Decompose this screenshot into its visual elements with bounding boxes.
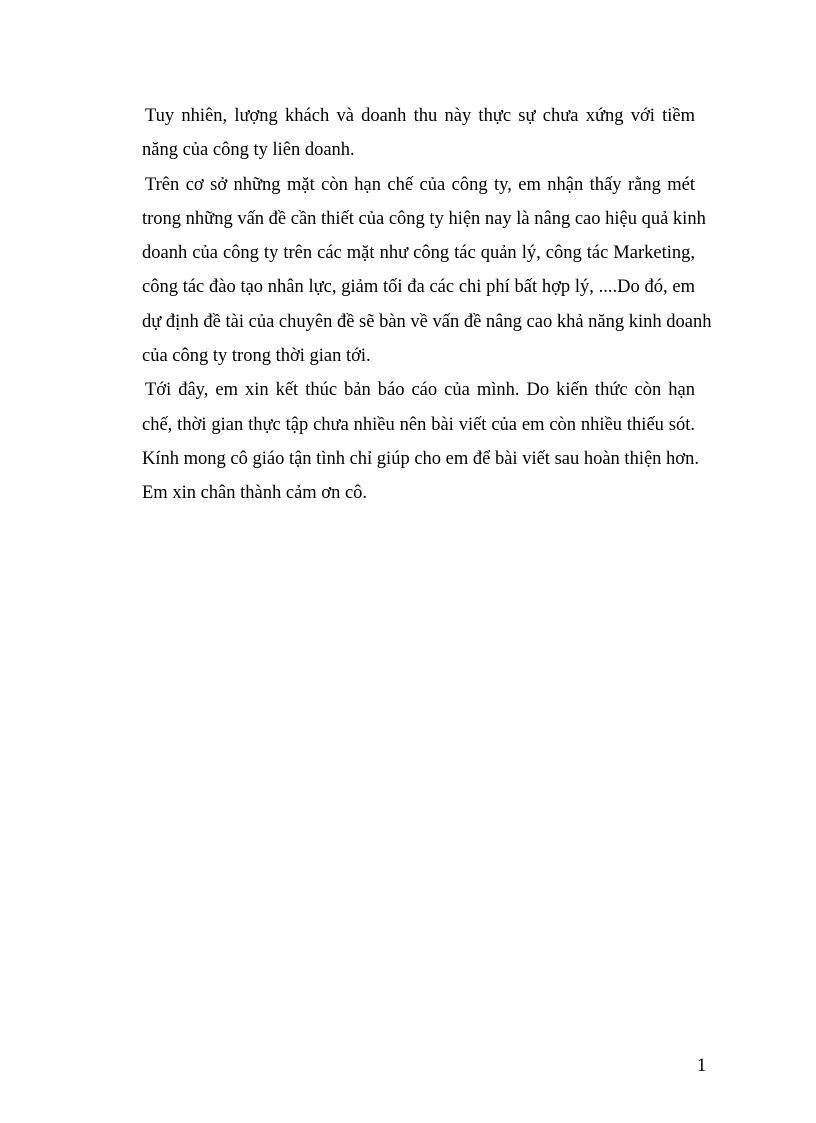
paragraph-line: Em xin chân thành cảm ơn cô. [142, 483, 368, 504]
paragraph-line: dự định đề tài của chuyên đề sẽ bàn về vấn đề nâng cao khả năng kinh doanh [142, 311, 712, 332]
document-body [142, 99, 712, 511]
paragraph-line: Trên cơ sở những mặt còn hạn chế của công ty, em nhận thấy rằng mét [145, 174, 695, 195]
paragraph-line: chế, thời gian thực tập chưa nhiều nên bài viết của em còn nhiều thiếu sót. [142, 414, 695, 435]
paragraph-line: năng của công ty liên doanh. [142, 140, 355, 161]
paragraph-line: Kính mong cô giáo tận tình chỉ giúp cho em để bài viết sau hoàn thiện hơn. [142, 448, 699, 469]
paragraph-1 [143, 99, 695, 168]
paragraph-line: trong những vấn đề cần thiết của công ty hiện nay là nâng cao hiệu quả kinh [142, 208, 706, 229]
paragraph-line: công tác đào tạo nhân lực, giảm tối đa các chi phí bất hợp lý, ....Do đó, em [142, 277, 695, 298]
paragraph-line: Tuy nhiên, lượng khách và doanh thu này thực sự chưa xứng với tiềm [145, 106, 695, 126]
paragraph-line: Tới đây, em xin kết thúc bản báo cáo của mình. Do kiến thức còn hạn [145, 380, 695, 401]
page-number: 1 [697, 1056, 707, 1076]
paragraph-line: của công ty trong thời gian tới. [142, 346, 371, 367]
paragraph-3 [142, 373, 699, 510]
paragraph-line: doanh của công ty trên các mặt như công tác quản lý, công tác Marketing, [142, 243, 695, 264]
paragraph-2 [142, 168, 712, 374]
